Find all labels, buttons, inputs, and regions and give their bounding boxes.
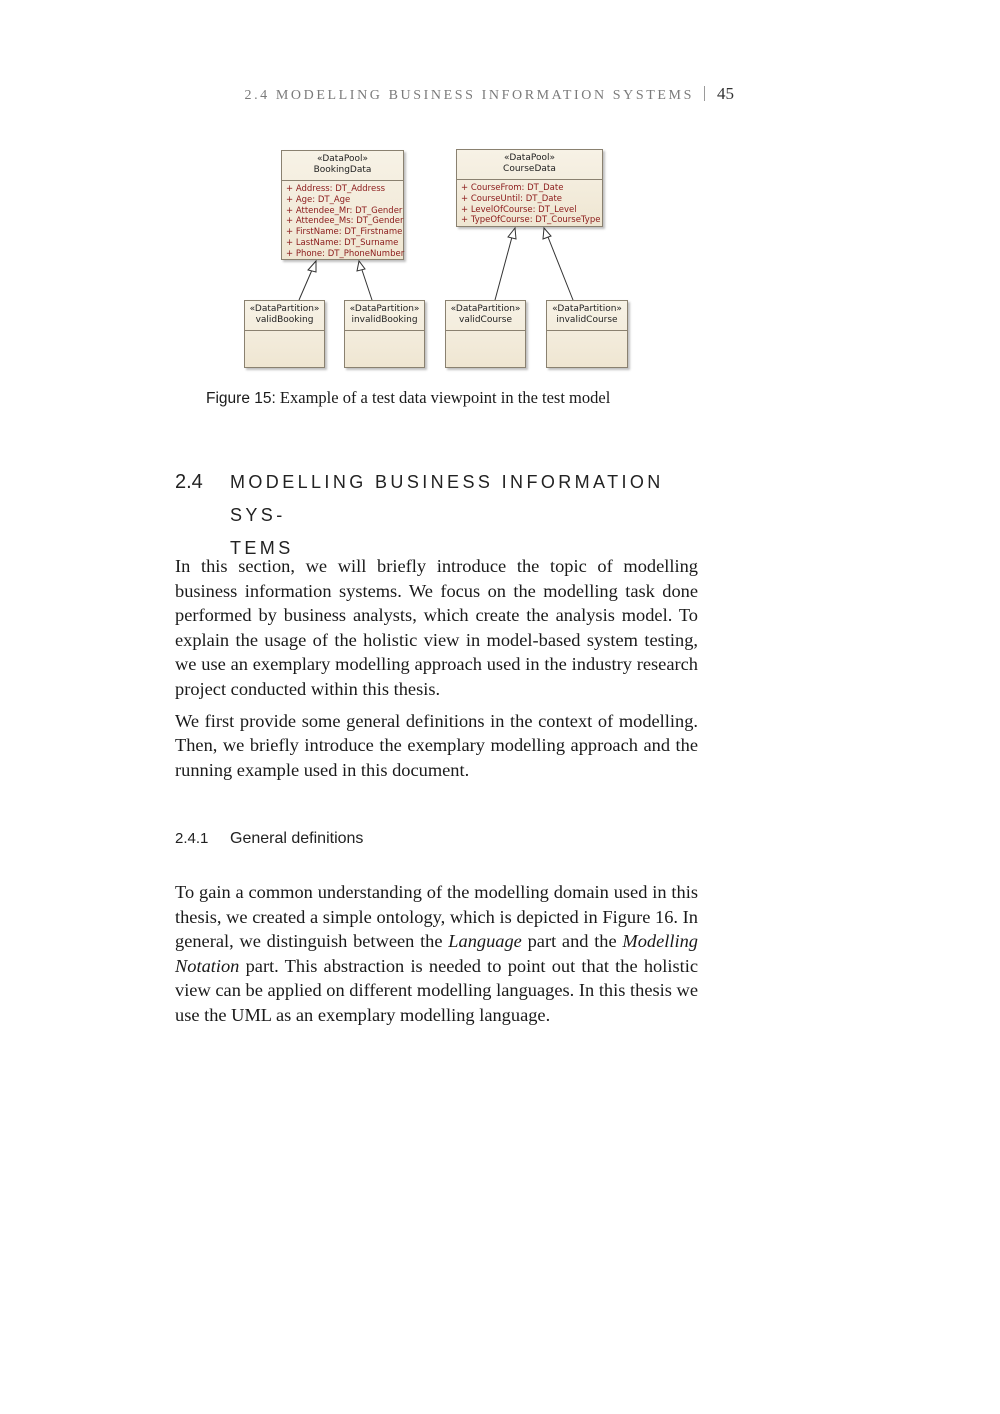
attribute: + LastName: DT_Surname [286,237,399,248]
paragraph: In this section, we will briefly introduce the topic of modelling business information systems. We focus on the modelling task done performed by business analysts, which create the analysis model. To explain the usage of the holistic view in model-based system testing, we use an exemplary modelling approach used in the industry research project conducted within this thesis. [175,556,698,699]
figure-caption-label: Figure 15: [206,390,276,407]
emphasis-language: Language [448,931,522,952]
uml-partition-validbooking [244,300,325,368]
section-heading [175,466,705,565]
section-number: 2.4 [175,471,203,493]
attribute: + TypeOfCourse: DT_CourseType [461,215,601,226]
attribute: + Address: DT_Address [286,184,386,194]
section-title-line1: MODELLING BUSINESS INFORMATION SYS- [230,472,664,525]
class-name: validBooking [255,315,314,325]
attribute: + LevelOfCourse: DT_Level [461,204,577,215]
class-name: validCourse [459,315,512,325]
uml-partition-invalidbooking [344,300,425,368]
subsection-heading [175,830,363,848]
stereotype-label: «DataPartition» [552,304,622,314]
arrowhead-valid-booking [308,261,316,272]
emphasis-modelling-notation: Modelling Notation [175,931,698,976]
class-name: BookingData [313,165,372,175]
section-title-line2: TEMS [230,538,294,558]
uml-class-coursedata [456,149,603,227]
text-run: part and the [521,931,623,952]
stereotype-label: «DataPool» [504,153,555,163]
generalization-invalid-course [548,237,573,300]
body-text-definitions [175,880,698,1035]
uml-partition-validcourse [445,300,526,368]
attribute: + Phone: DT_PhoneNumber [286,248,405,259]
compartment-divider [345,330,424,331]
stereotype-label: «DataPartition» [249,304,320,314]
compartment-divider [446,330,525,331]
attribute: + FirstName: DT_Firstname [286,227,403,238]
attribute: + Attendee_Ms: DT_Gender [286,216,404,227]
attribute: + CourseFrom: DT_Date [461,183,564,193]
compartment-divider [245,330,324,331]
uml-class-bookingdata [281,150,404,260]
compartment-divider [547,330,627,331]
arrowhead-valid-course [508,228,516,239]
figure-caption [206,388,610,408]
page-number: 45 [717,84,734,103]
generalization-valid-booking [299,270,312,300]
attribute: + Attendee_Mr: DT_Gender [286,205,403,216]
running-head-title: 2.4 MODELLING BUSINESS INFORMATION SYSTEMS [244,88,694,103]
arrowhead-invalid-booking [357,261,365,271]
subsection-title: General definitions [230,830,364,847]
class-name: CourseData [503,164,556,174]
subsection-number: 2.4.1 [175,830,209,847]
arrowhead-invalid-course [543,228,551,239]
stereotype-label: «DataPool» [317,154,368,164]
stereotype-label: «DataPartition» [349,304,420,314]
paragraph: We first provide some general definitions in the context of modelling. Then, we briefly introduce the exemplary modelling approach and the running example used in this document. [175,710,698,780]
generalization-invalid-booking [362,270,372,300]
text-run: To gain a common understanding of the modelling domain used in this thesis, we created a simple ontology, which is depicted in Figure 16. In general, we distinguish between the [175,882,698,952]
class-name: invalidBooking [351,315,418,325]
text-run: part. This abstraction is needed to point out that the holistic view can be applied on different modelling languages. In this thesis we use the UML as an exemplary modelling language. [175,955,698,1025]
attribute: + CourseUntil: DT_Date [461,193,563,204]
attribute: + Age: DT_Age [286,194,351,205]
class-name: invalidCourse [556,315,618,325]
stereotype-label: «DataPartition» [450,304,521,314]
paragraph [175,880,698,1028]
figure-caption-text: Example of a test data viewpoint in the test model [279,388,611,407]
generalization-valid-course [495,237,512,300]
uml-partition-invalidcourse [546,300,628,368]
body-text-intro [175,554,698,789]
